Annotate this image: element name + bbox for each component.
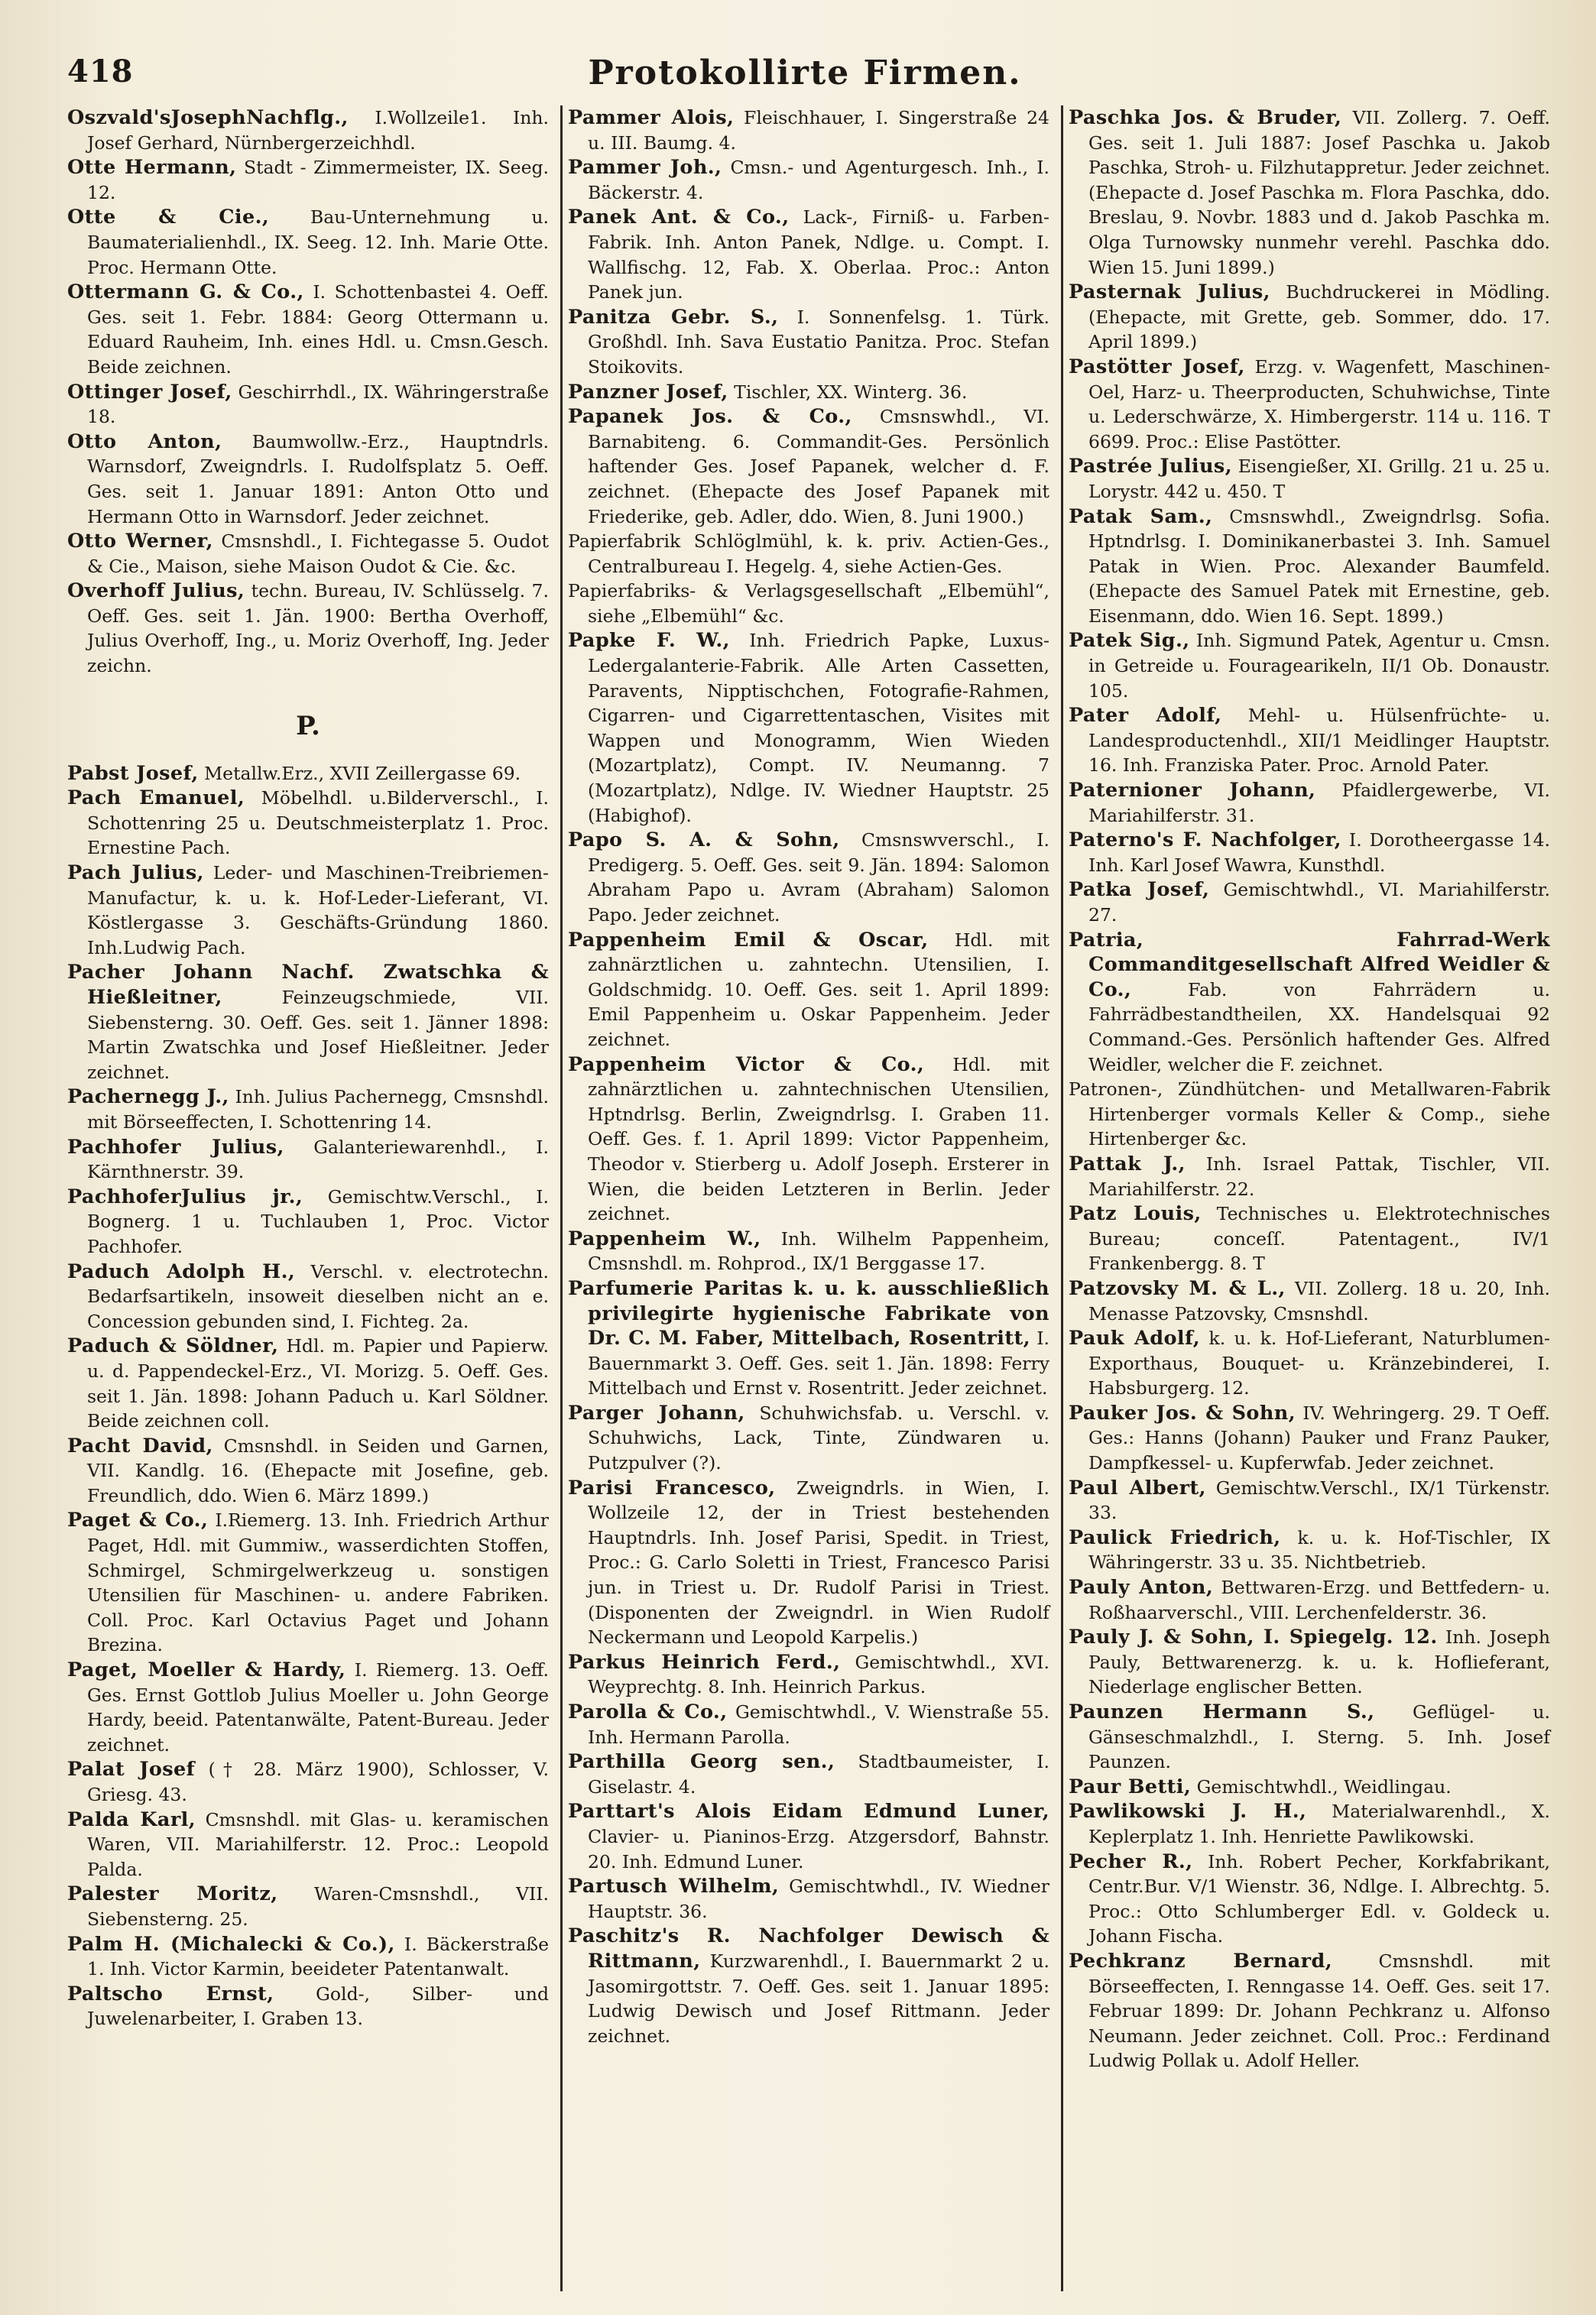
firm-details: k. u. k. Hof-Tischler, IX Währingerstr. 33 u. 35. Nichtbetrieb. <box>1088 1526 1550 1574</box>
firm-details: Inh. Sigmund Patek, Agentur u. Cmsn. in Getreide u. Fouragearikeln, II/1 Ob. Donaustr. 105. <box>1088 630 1550 702</box>
firm-entry <box>1069 1276 1550 1326</box>
firm-name: Pechkranz Bernard, <box>1069 1949 1332 1973</box>
firm-details: Möbelhdl. u.Bilderverschl., I. Schottenring 25 u. Deutschmeisterplatz 1. Proc. Ernestine Pach. <box>87 787 549 859</box>
firm-name: Paternioner Johann, <box>1069 779 1316 802</box>
firm-details: IV. Wehringerg. 29. T Oeff. Ges.: Hanns (Johann) Pauker und Franz Pauker, Dampfkessel- u. Kupferwfab. Jeder zeichnet. <box>1088 1402 1550 1474</box>
firm-entry <box>1069 1625 1550 1700</box>
firm-name: Paduch & Söldner, <box>67 1334 279 1358</box>
firm-name: Pauker Jos. & Sohn, <box>1069 1401 1296 1425</box>
firm-entry <box>1069 1201 1550 1276</box>
section-letter: P. <box>296 710 320 741</box>
running-title: Protokollirte Firmen. <box>588 53 1022 92</box>
firm-details: Erzg. v. Wagenfett, Maschinen-Oel, Harz- u. Theerproducten, Schuhwichse, Tinte u. Lederschwärze, X. Himbergerstr. 114 u. 116. T 6699. Proc.: Elise Pastötter. <box>1088 355 1550 452</box>
firm-entry <box>568 1227 1049 1276</box>
firm-entry <box>568 628 1049 828</box>
firm-details: VII. Zollerg. 7. Oeff. Ges. seit 1. Juli 1887: Josef Paschka u. Jakob Paschka, Stroh- u. Filzhutappretur. Jeder zeichnet. (Ehepacte d. Josef Paschka m. Flora Paschka, ddo. Breslau, 9. Novbr. 1883 und d. Jakob Paschka m. Olga Turnowsky nunmehr verehl. Paschka ddo. Wien 15. Juni 1899.) <box>1088 107 1550 278</box>
firm-entry <box>568 205 1049 304</box>
firm-entry <box>1069 1949 1550 2073</box>
firm-details: Tischler, XX. Winterg. 36. <box>734 381 968 403</box>
firm-details: Inh. Friedrich Papke, Luxus-Ledergalanterie-Fabrik. Alle Arten Cassetten, Paravents, Nipptischchen, Fotografie-Rahmen, Cigarren- und Cigarrettentaschen, Visites mit Wappen und Monogramm, Wien Wieden (Mozartplatz), Compt. IV. Neumanng. 7 (Mozartplatz), Ndlge. IV. Wiedner Hauptstr. 25 (Habighof). <box>588 630 1049 826</box>
firm-entry <box>568 305 1049 380</box>
firm-name: Palda Karl, <box>67 1808 196 1831</box>
firm-entry <box>568 1052 1049 1227</box>
firm-entry <box>1069 504 1550 629</box>
firm-details: Bettwaren-Erzg. und Bettfedern- u. Roßhaarverschl., VIII. Lerchenfelderstr. 36. <box>1088 1577 1550 1623</box>
firm-entry <box>1069 877 1550 927</box>
firm-name: Patek Sig., <box>1069 629 1190 653</box>
firm-entry <box>67 1808 549 1882</box>
firm-details: Materialwarenhdl., X. Keplerplatz 1. Inh. Henriette Pawlikowski. <box>1088 1801 1550 1847</box>
firm-name: Pappenheim Victor & Co., <box>568 1052 925 1076</box>
firm-details: I.Wollzeile1. Inh. Josef Gerhard, Nürnbergerzeichhdl. <box>87 107 549 154</box>
firm-name: Parttart's Alois Eidam Edmund Luner, <box>568 1800 1049 1824</box>
firm-details: Cmsnshdl., I. Fichtegasse 5. Oudot & Cie., Maison, siehe Maison Oudot & Cie. &c. <box>87 530 549 577</box>
column-3 <box>1069 105 1558 2291</box>
page-header <box>67 46 1542 99</box>
firm-name: Palm H. (Michalecki & Co.), <box>67 1932 395 1956</box>
firm-name: Patka Josef, <box>1069 878 1210 902</box>
firm-details: Fab. von Fahrrädern u. Fahrrädbestandtheilen, XX. Handelsquai 92 Command.-Ges. Persönlich haftender Ges. Alfred Weidler, welcher die F. zeichnet. <box>1088 978 1550 1075</box>
firm-entry <box>568 1799 1049 1874</box>
firm-name: Parkus Heinrich Ferd., <box>568 1650 841 1674</box>
firm-details: Hdl. mit zahnärztlichen u. zahntechn. Utensilien, I. Goldschmidg. 10. Oeff. Ges. seit 1. April 1899: Emil Pappenheim u. Oskar Pappenheim. Jeder zeichnet. <box>588 929 1049 1050</box>
firm-entry <box>1069 1775 1550 1800</box>
firm-entry <box>568 828 1049 927</box>
firm-details: Inh. Wilhelm Pappenheim, Cmsnshdl. m. Rohprod., IX/1 Berggasse 17. <box>588 1227 1049 1275</box>
firm-entry <box>1069 628 1550 703</box>
firm-entry <box>67 1135 549 1185</box>
firm-details: Gemischtwhdl., V. Wienstraße 55. Inh. Hermann Parolla. <box>588 1701 1049 1748</box>
firm-details: Gemischtwhdl., XVI. Weyprechtg. 8. Inh. Heinrich Parkus. <box>588 1651 1049 1698</box>
firm-name: Otte & Cie., <box>67 206 270 229</box>
firm-entry <box>67 1882 549 1931</box>
firm-details: k. u. k. Hof-Lieferant, Naturblumen-Exporthaus, Bouquet- u. Kränzebinderei, I. Habsburgerg. 12. <box>1088 1328 1550 1399</box>
firm-entry <box>67 579 549 678</box>
firm-details: Cmsnshdl. mit Glas- u. keramischen Waren, VII. Mariahilferstr. 12. Proc.: Leopold Palda. <box>87 1808 549 1880</box>
firm-details: Inh. Joseph Pauly, Bettwarenerzg. k. u. k. Hoflieferant, Niederlage englischer Betten. <box>1088 1626 1550 1698</box>
firm-name: Pastötter Josef, <box>1069 355 1245 378</box>
firm-name: Pabst Josef, <box>67 761 199 785</box>
firm-name: Papke F. W., <box>568 629 730 653</box>
firm-name: Pacher Johann Nachf. Zwatschka & Hießleitner, <box>67 961 549 1009</box>
firm-entry <box>568 579 1049 628</box>
firm-name: Paget & Co., <box>67 1509 209 1532</box>
firm-entry <box>1069 778 1550 828</box>
firm-entry <box>1069 1077 1550 1152</box>
firm-details: Gemischtwhdl., Weidlingau. <box>1196 1775 1452 1798</box>
column-2 <box>568 105 1057 2291</box>
firm-details: I. Bäckerstraße 1. Inh. Victor Karmin, beeideter Patentanwalt. <box>87 1933 549 1980</box>
firm-details: I. Sonnenfelsg. 1. Türk. Großhdl. Inh. Sava Eustatio Panitza. Proc. Stefan Stoikovits. <box>588 306 1049 378</box>
firm-details: Galanteriewarenhdl., I. Kärnthnerstr. 39. <box>87 1136 549 1183</box>
firm-details: Kurzwarenhdl., I. Bauernmarkt 2 u. Jasomirgottstr. 7. Oeff. Ges. seit 1. Januar 1895: Ludwig Dewisch und Josef Rittmann. Jeder zeichnet. <box>588 1950 1049 2047</box>
firm-entry <box>67 380 549 430</box>
firm-entry <box>568 404 1049 529</box>
firm-entry <box>67 1982 549 2031</box>
firm-name: Paunzen Hermann S., <box>1069 1701 1375 1723</box>
firm-name: Pattak J., <box>1069 1152 1186 1175</box>
firm-details: Patronen-, Zündhütchen- und Metallwaren-Fabrik Hirtenberger vormals Keller & Comp., siehe Hirtenberger &c. <box>1069 1078 1550 1150</box>
firm-details: I. Bauernmarkt 3. Oeff. Ges. seit 1. Jän. 1898: Ferry Mittelbach und Ernst v. Rosentritt. Jeder zeichnet. <box>588 1328 1049 1399</box>
firm-name: Paduch Adolph H., <box>67 1260 296 1283</box>
firm-entry <box>568 1650 1049 1700</box>
firm-details: VII. Zollerg. 18 u. 20, Inh. Menasse Patzovsky, Cmsnshdl. <box>1088 1277 1550 1324</box>
firm-entry <box>568 1401 1049 1476</box>
firm-name: Pammer Alois, <box>568 106 735 129</box>
firm-details: Buchdruckerei in Mödling. (Ehepacte, mit Grette, geb. Sommer, ddo. 17. April 1899.) <box>1088 281 1550 353</box>
firm-name: Pachernegg J., <box>67 1085 229 1109</box>
firm-entry <box>1069 1850 1550 1949</box>
firm-details: I.Riemerg. 13. Inh. Friedrich Arthur Paget, Hdl. mit Gummiw., wasserdichten Stoffen, Schmirgel, Schmirgelwerkzeug u. sonstigen Utensilien für Maschinen- u. andere Fabriken. Coll. Proc. Karl Octavius Paget und Johann Brezina. <box>87 1509 549 1656</box>
firm-name: Panzner Josef, <box>568 380 728 404</box>
firm-details: Bau-Unternehmung u. Baumaterialienhdl., IX. Seeg. 12. Inh. Marie Otte. Proc. Hermann Otte. <box>87 206 549 278</box>
firm-name: Pawlikowski J. H., <box>1069 1800 1307 1824</box>
firm-name: Otto Anton, <box>67 430 222 453</box>
firm-details: Gemischtwhdl., IV. Wiedner Hauptstr. 36. <box>588 1876 1049 1922</box>
firm-name: Pater Adolf, <box>1069 704 1222 728</box>
firm-name: PachhoferJulius jr., <box>67 1185 303 1208</box>
firm-entry <box>67 105 549 155</box>
firm-entry <box>568 529 1049 579</box>
firm-entry <box>67 205 549 280</box>
firm-details: Lack-, Firniß- u. Farben-Fabrik. Inh. Anton Panek, Ndlge. u. Compt. I. Wallfischg. 12, Fab. X. Oberlaa. Proc.: Anton Panek jun. <box>588 206 1049 303</box>
firm-entry <box>67 1334 549 1433</box>
firm-entry <box>1069 1401 1550 1476</box>
firm-details: Stadt - Zimmermeister, IX. Seeg. 12. <box>87 157 549 203</box>
firm-entry <box>67 1260 549 1334</box>
firm-entry <box>1069 1326 1550 1401</box>
firm-name: Otte Hermann, <box>67 156 237 180</box>
column-1 <box>67 105 556 2291</box>
firm-name: Panek Ant. & Co., <box>568 206 790 229</box>
firm-entry <box>1069 703 1550 778</box>
firm-details: Metallw.Erz., XVII Zeillergasse 69. <box>204 762 521 784</box>
firm-name: Parfumerie Paritas k. u. k. ausschließlich privilegirte hygienische Fabrikate von Dr. C. M. Faber, Mittelbach, Rosentritt, <box>568 1276 1049 1350</box>
firm-entry <box>67 1932 549 1982</box>
firm-name: Pacht David, <box>67 1434 213 1457</box>
firm-name: Pappenheim W., <box>568 1227 761 1250</box>
firm-name: Pastrée Julius, <box>1069 455 1232 478</box>
column-rule <box>560 105 563 2291</box>
firm-entry <box>1069 355 1550 454</box>
firm-entry <box>1069 1476 1550 1526</box>
firm-entry <box>568 1476 1049 1650</box>
firm-details: Pfaidlergewerbe, VI. Mariahilferstr. 31. <box>1088 780 1550 826</box>
firm-name: Parisi Francesco, <box>568 1476 776 1500</box>
firm-entry <box>67 430 549 529</box>
firm-entry <box>568 105 1049 155</box>
firm-name: Patz Louis, <box>1069 1202 1202 1226</box>
firm-name: Paterno's F. Nachfolger, <box>1069 828 1341 852</box>
firm-details: Technisches u. Elektrotechnisches Bureau; conceſſ. Patentagent., IV/1 Frankenbergg. 8. T <box>1088 1203 1550 1275</box>
firm-name: Ottinger Josef, <box>67 380 232 404</box>
firm-entry <box>568 1749 1049 1799</box>
firm-entry <box>67 1757 549 1807</box>
firm-name: Papo S. A. & Sohn, <box>568 828 840 852</box>
firm-details: Fleischhauer, I. Singerstraße 24 u. III. Baumg. 4. <box>588 107 1049 154</box>
firm-name: Pappenheim Emil & Oscar, <box>568 928 929 952</box>
firm-details: Mehl- u. Hülsenfrüchte- u. Landesproductenhdl., XII/1 Meidlinger Hauptstr. 16. Inh. Franziska Pater. Proc. Arnold Pater. <box>1088 705 1550 777</box>
firm-name: Paul Albert, <box>1069 1476 1206 1500</box>
firm-details: Baumwollw.-Erz., Hauptndrls. Warnsdorf, Zweigndrls. I. Rudolfsplatz 5. Oeff. Ges. seit 1. Januar 1891: Anton Otto und Hermann Otto in Warnsdorf. Jeder zeichnet. <box>87 430 549 527</box>
firm-details: Gemischtw.Verschl., IX/1 Türkenstr. 33. <box>1088 1477 1550 1524</box>
firm-details: Feinzeugschmiede, VII. Siebensterng. 30. Oeff. Ges. seit 1. Jänner 1898: Martin Zwatschka und Josef Hießleitner. Jeder zeichnet. <box>87 987 549 1083</box>
firm-entry <box>67 1085 549 1134</box>
firm-name: Paschka Jos. & Bruder, <box>1069 106 1342 129</box>
firm-entry <box>67 861 549 960</box>
firm-name: Parolla & Co., <box>568 1701 728 1723</box>
firm-details: Stadtbaumeister, I. Giselastr. 4. <box>588 1751 1049 1798</box>
firm-entry <box>568 380 1049 405</box>
firm-name: Panitza Gebr. S., <box>568 305 779 329</box>
firm-name: Pauly Anton, <box>1069 1576 1214 1600</box>
firm-entry <box>568 928 1049 1052</box>
firm-entry <box>67 1185 549 1260</box>
firm-details: Inh. Israel Pattak, Tischler, VII. Mariahilferstr. 22. <box>1088 1153 1550 1200</box>
firm-details: techn. Bureau, IV. Schlüsselg. 7. Oeff. Ges. seit 1. Jän. 1900: Bertha Overhoff, Julius Overhoff, Ing., u. Moriz Overhoff, Ing. Jeder zeichn. <box>87 580 549 677</box>
firm-name: Paltscho Ernst, <box>67 1982 274 2005</box>
firm-entry <box>67 761 549 786</box>
firm-entry <box>568 1276 1049 1401</box>
firm-name: Partusch Wilhelm, <box>568 1875 780 1898</box>
firm-name: Pauk Adolf, <box>1069 1327 1201 1350</box>
firm-entry <box>1069 1152 1550 1201</box>
firm-name: Ottermann G. & Co., <box>67 280 304 304</box>
firm-details: Verschl. v. electrotechn. Bedarfsartikeln, insoweit dieselben nicht an e. Concession gebunden sind, I. Fichteg. 2a. <box>87 1260 549 1332</box>
firm-name: Patzovsky M. & L., <box>1069 1276 1286 1300</box>
firm-name: Patak Sam., <box>1069 504 1213 528</box>
firm-details: Cmsnswhdl., Zweigndrlsg. Sofia. Hptndrlsg. I. Dominikanerbastei 3. Inh. Samuel Patak in Wien. Proc. Alexander Baumfeld. (Ehepacte des Samuel Patek mit Ernestine, geb. Eisenmann, ddo. Wien 16. Sept. 1899.) <box>1088 505 1550 627</box>
firm-details: Gemischtwhdl., VI. Mariahilferstr. 27. <box>1088 879 1550 926</box>
firm-name: Papanek Jos. & Co., <box>568 405 852 429</box>
firm-name: Pasternak Julius, <box>1069 280 1270 304</box>
firm-name: Patria, Fahrrad-Werk Commanditgesellschaft Alfred Weidler & Co., <box>1069 928 1550 1001</box>
firm-entry <box>1069 1700 1550 1775</box>
firm-details: Cmsnshdl. in Seiden und Garnen, VII. Kandlg. 16. (Ehepacte mit Josefine, geb. Freundlich, ddo. Wien 6. März 1899.) <box>87 1435 549 1506</box>
firm-name: Parthilla Georg sen., <box>568 1750 835 1774</box>
firm-entry <box>67 155 549 205</box>
firm-entry <box>1069 828 1550 877</box>
firm-entry <box>67 1434 549 1509</box>
firm-details: († 28. März 1900), Schlosser, V. Griesg. 43. <box>87 1759 549 1805</box>
firm-details: Cmsnswverschl., I. Predigerg. 5. Oeff. Ges. seit 9. Jän. 1894: Salomon Abraham Papo u. Avram (Abraham) Salomon Papo. Jeder zeichnet. <box>588 829 1049 926</box>
firm-entry <box>568 1874 1049 1924</box>
firm-name: Palat Josef <box>67 1758 196 1782</box>
firm-name: Otto Werner, <box>67 530 213 553</box>
column-rule <box>1061 105 1063 2291</box>
firm-name: Paget, Moeller & Hardy, <box>67 1658 346 1682</box>
firm-entry <box>67 280 549 379</box>
firm-details: Cmsnswhdl., VI. Barnabiteng. 6. Commandit-Ges. Persönlich haftender Ges. Josef Papanek, welcher d. F. zeichnet. (Ehepacte des Josef Papanek mit Friederike, geb. Adler, ddo. Wien, 8. Juni 1900.) <box>588 406 1049 527</box>
firm-entry <box>1069 928 1550 1078</box>
firm-details: Gemischtw.Verschl., I. Bognerg. 1 u. Tuchlauben 1, Proc. Victor Pachhofer. <box>87 1185 549 1257</box>
firm-details: Cmsnshdl. mit Börseeffecten, I. Renngasse 14. Oeff. Ges. seit 17. Februar 1899: Dr. Johann Pechkranz u. Alfonso Neumann. Jeder zeichnet. Coll. Proc.: Ferdinand Ludwig Pollak u. Adolf Heller. <box>1088 1950 1550 2072</box>
firm-name: Overhoff Julius, <box>67 579 245 603</box>
firm-name: Pachhofer Julius, <box>67 1135 284 1159</box>
firm-entry <box>1069 1799 1550 1849</box>
firm-entry <box>1069 105 1550 280</box>
firm-details: I. Dorotheergasse 14. Inh. Karl Josef Wawra, Kunsthdl. <box>1088 829 1550 876</box>
firm-entry <box>1069 1526 1550 1575</box>
columns <box>67 105 1558 2291</box>
firm-details: Inh. Julius Pachernegg, Cmsnshdl. mit Börseeffecten, I. Schottenring 14. <box>87 1086 549 1133</box>
firm-details: Hdl. mit zahnärztlichen u. zahntechnischen Utensilien, Hptndrlsg. Berlin, Zweigndrlsg. I. Graben 11. Oeff. Ges. f. 1. April 1899: Victor Pappenheim, Theodor v. Stierberg u. Adolf Joseph. Ersterer in Wien, die beiden Letzteren in Berlin. Jeder zeichnet. <box>588 1053 1049 1225</box>
firm-name: Pauly J. & Sohn, I. Spiegelg. 12. <box>1069 1626 1438 1649</box>
firm-details: Hdl. m. Papier und Papierw. u. d. Pappendeckel-Erz., VI. Morizg. 5. Oeff. Ges. seit 1. Jän. 1898: Johann Paduch u. Karl Söldner. Beide zeichnen coll. <box>87 1335 549 1432</box>
firm-name: Paur Betti, <box>1069 1775 1192 1798</box>
firm-details: Papierfabrik Schlöglmühl, k. k. priv. Actien-Ges., Centralbureau I. Hegelg. 4, siehe Actien-Ges. <box>568 530 1049 577</box>
firm-entry <box>67 529 549 579</box>
firm-entry <box>568 1700 1049 1749</box>
firm-name: Palester Moritz, <box>67 1882 278 1906</box>
firm-details: Eisengießer, XI. Grillg. 21 u. 25 u. Lorystr. 442 u. 450. T <box>1088 456 1550 502</box>
firm-entry <box>568 155 1049 205</box>
firm-details: Clavier- u. Pianinos-Erzg. Atzgersdorf, Bahnstr. 20. Inh. Edmund Luner. <box>588 1825 1049 1872</box>
firm-details: I. Riemerg. 13. Oeff. Ges. Ernst Gottlob Julius Moeller u. John George Hardy, beeid. Patentanwälte, Patent-Bureau. Jeder zeichnet. <box>87 1659 549 1756</box>
firm-details: Cmsn.- und Agenturgesch. Inh., I. Bäckerstr. 4. <box>588 157 1049 203</box>
firm-name: Pach Julius, <box>67 861 204 885</box>
firm-details: Geschirrhdl., IX. Währingerstraße 18. <box>87 381 549 428</box>
firm-name: Paschitz's R. Nachfolger Dewisch & Rittmann, <box>568 1924 1049 1973</box>
firm-entry <box>67 960 549 1085</box>
firm-name: Oszvald'sJosephNachflg., <box>67 106 349 129</box>
firm-entry <box>67 1658 549 1757</box>
firm-details: Schuhwichsfab. u. Verschl. v. Schuhwichs, Lack, Tinte, Zündwaren u. Putzpulver (?). <box>588 1402 1049 1474</box>
firm-entry <box>1069 454 1550 504</box>
firm-details: Geflügel- u. Gänseschmalzhdl., I. Sterng. 5. Inh. Josef Paunzen. <box>1088 1701 1550 1773</box>
firm-details: Papierfabriks- & Verlagsgesellschaft „Elbemühl“, siehe „Elbemühl“ &c. <box>568 580 1049 627</box>
firm-name: Pach Emanuel, <box>67 786 245 810</box>
firm-details: I. Schottenbastei 4. Oeff. Ges. seit 1. Febr. 1884: Georg Ottermann u. Eduard Rauheim, Inh. eines Hdl. u. Cmsn.Gesch. Beide zeichnen. <box>87 281 549 378</box>
firm-name: Pecher R., <box>1069 1850 1193 1873</box>
firm-entry <box>67 1508 549 1658</box>
firm-details: Zweigndrls. in Wien, I. Wollzeile 12, der in Triest bestehenden Hauptndrls. Inh. Josef Parisi, Spedit. in Triest, Proc.: G. Carlo Soletti in Triest, Francesco Parisi jun. in Triest u. Dr. Rudolf Parisi in Triest. (Disponenten der Zweigndrl. in Wien Rudolf Neckermann und Leopold Karpelis.) <box>588 1477 1049 1649</box>
firm-entry <box>1069 1575 1550 1625</box>
firm-name: Paulick Friedrich, <box>1069 1526 1281 1549</box>
firm-details: Inh. Robert Pecher, Korkfabrikant, Centr.Bur. V/1 Wienstr. 36, Ndlge. I. Albrechtg. 5. Proc.: Otto Schlumberger Edl. v. Goldeck u. Johann Fischa. <box>1088 1850 1550 1947</box>
firm-entry <box>67 786 549 861</box>
page-number: 418 <box>67 53 134 89</box>
firm-details: Waren-Cmsnshdl., VII. Siebensterng. 25. <box>87 1883 549 1930</box>
firm-entry <box>568 1924 1049 2048</box>
firm-name: Parger Johann, <box>568 1401 745 1425</box>
firm-details: Gold-, Silber- und Juwelenarbeiter, I. Graben 13. <box>87 1983 549 2030</box>
firm-details: Leder- und Maschinen-Treibriemen-Manufactur, k. u. k. Hof-Leder-Lieferant, VI. Köstlergasse 3. Geschäfts-Gründung 1860. Inh.Ludwig Pach. <box>87 862 549 958</box>
firm-name: Pammer Joh., <box>568 156 722 180</box>
firm-entry <box>1069 280 1550 355</box>
